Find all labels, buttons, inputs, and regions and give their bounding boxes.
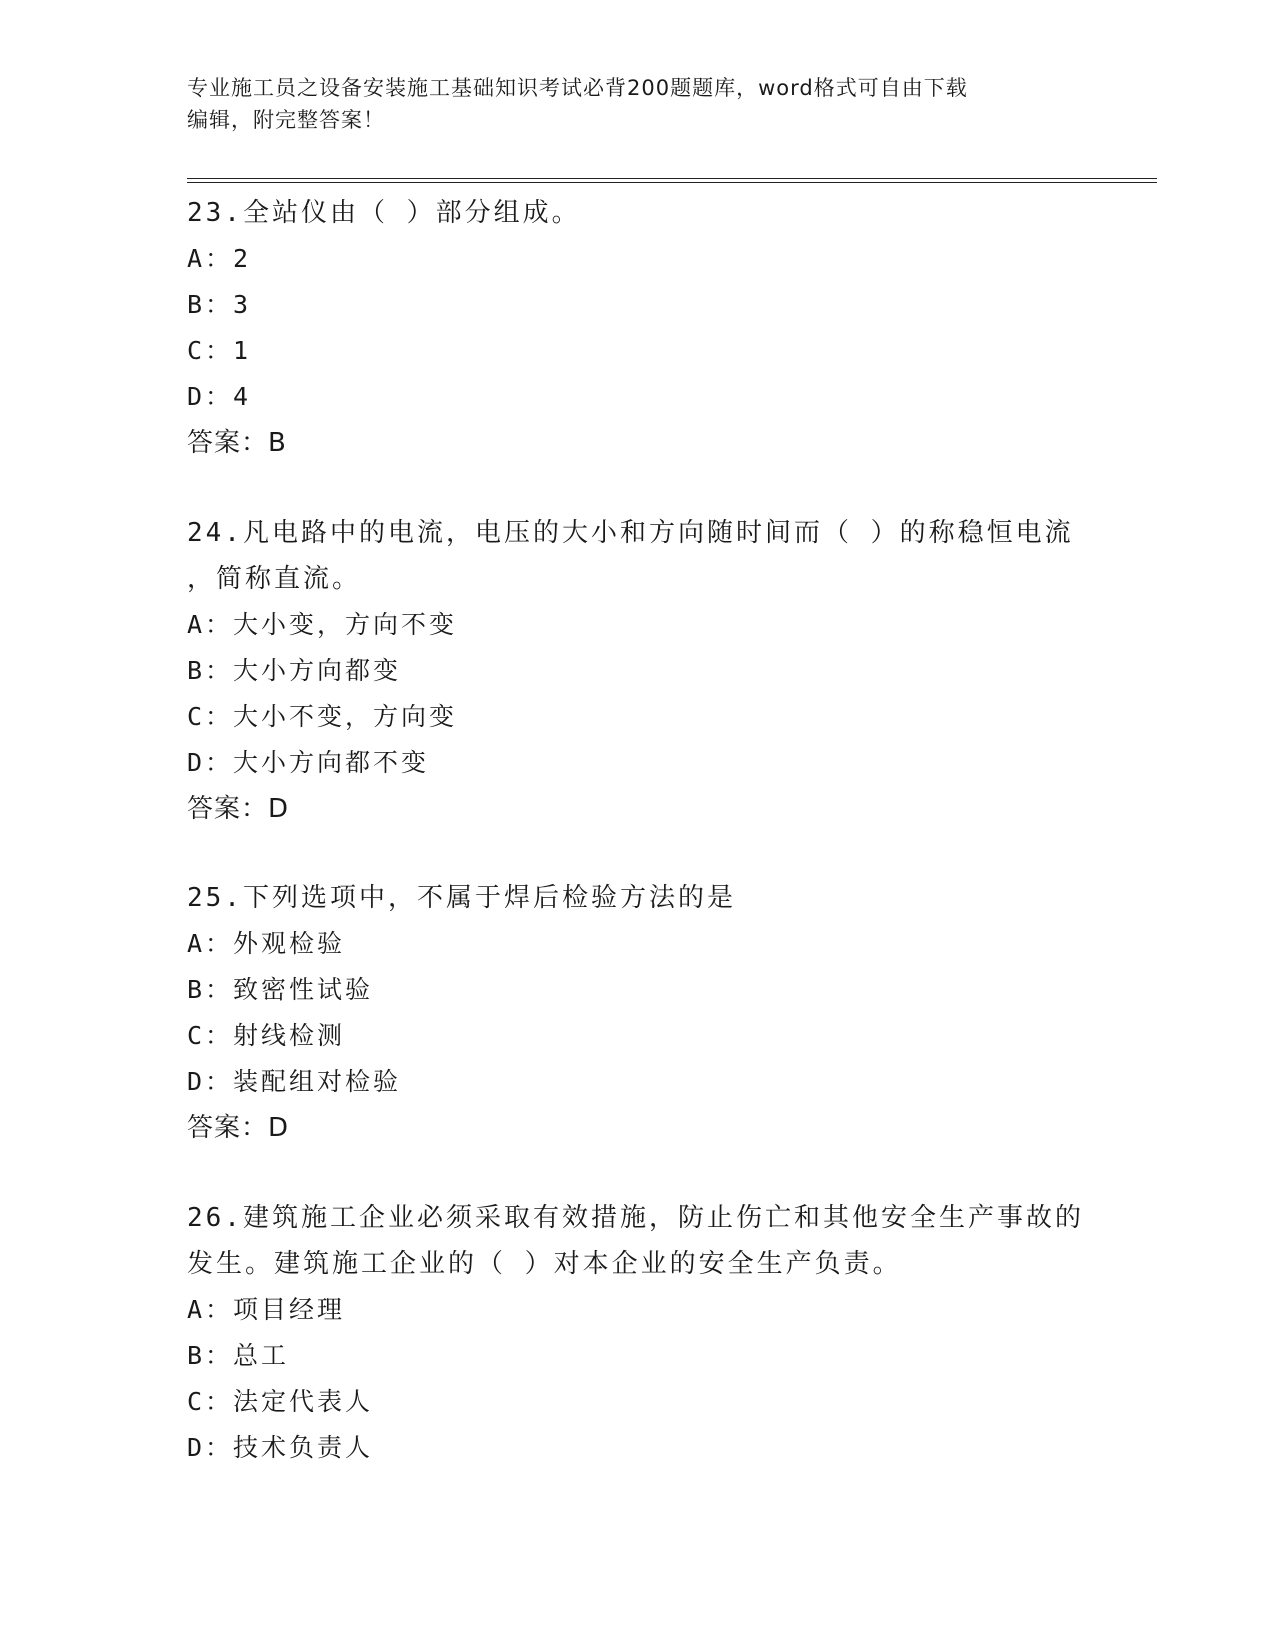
question-26 bbox=[187, 1195, 1087, 1471]
option-d: D：技术负责人 bbox=[187, 1433, 374, 1462]
document-header bbox=[187, 72, 1067, 136]
question-stem-line-2: 发生。建筑施工企业的（ ）对本企业的安全生产负责。 bbox=[187, 1249, 902, 1279]
question-stem-line-1: 26.建筑施工企业必须采取有效措施，防止伤亡和其他安全生产事故的 bbox=[187, 1203, 1084, 1233]
option-d: D：4 bbox=[187, 382, 252, 411]
question-25 bbox=[187, 875, 1087, 1151]
header-divider-top bbox=[187, 178, 1157, 179]
header-line-2: 编辑，附完整答案！ bbox=[187, 108, 385, 132]
option-a: A：2 bbox=[187, 244, 252, 273]
answer: 答案：D bbox=[187, 1113, 290, 1143]
header-line-1: 专业施工员之设备安装施工基础知识考试必背200题题库，word格式可自由下载 bbox=[187, 76, 968, 100]
option-b: B：3 bbox=[187, 290, 252, 319]
question-stem: 23.全站仪由（ ）部分组成。 bbox=[187, 198, 581, 228]
option-c: C：射线检测 bbox=[187, 1021, 346, 1050]
option-d: D：装配组对检验 bbox=[187, 1067, 402, 1096]
option-b: B：大小方向都变 bbox=[187, 656, 402, 685]
answer: 答案：B bbox=[187, 428, 287, 458]
option-c: C：大小不变，方向变 bbox=[187, 702, 458, 731]
option-a: A：项目经理 bbox=[187, 1295, 346, 1324]
question-stem: 25.下列选项中，不属于焊后检验方法的是 bbox=[187, 883, 736, 913]
option-a: A：大小变，方向不变 bbox=[187, 610, 458, 639]
header-divider-bottom bbox=[187, 182, 1157, 183]
answer: 答案：D bbox=[187, 794, 290, 824]
question-23 bbox=[187, 190, 1087, 466]
option-a: A：外观检验 bbox=[187, 929, 346, 958]
option-c: C：1 bbox=[187, 336, 252, 365]
question-stem-line-2: ，简称直流。 bbox=[187, 564, 362, 594]
option-b: B：总工 bbox=[187, 1341, 290, 1370]
option-b: B：致密性试验 bbox=[187, 975, 374, 1004]
option-d: D：大小方向都不变 bbox=[187, 748, 430, 777]
option-c: C：法定代表人 bbox=[187, 1387, 374, 1416]
question-24 bbox=[187, 510, 1087, 832]
question-stem-line-1: 24.凡电路中的电流，电压的大小和方向随时间而（ ）的称稳恒电流 bbox=[187, 518, 1074, 548]
